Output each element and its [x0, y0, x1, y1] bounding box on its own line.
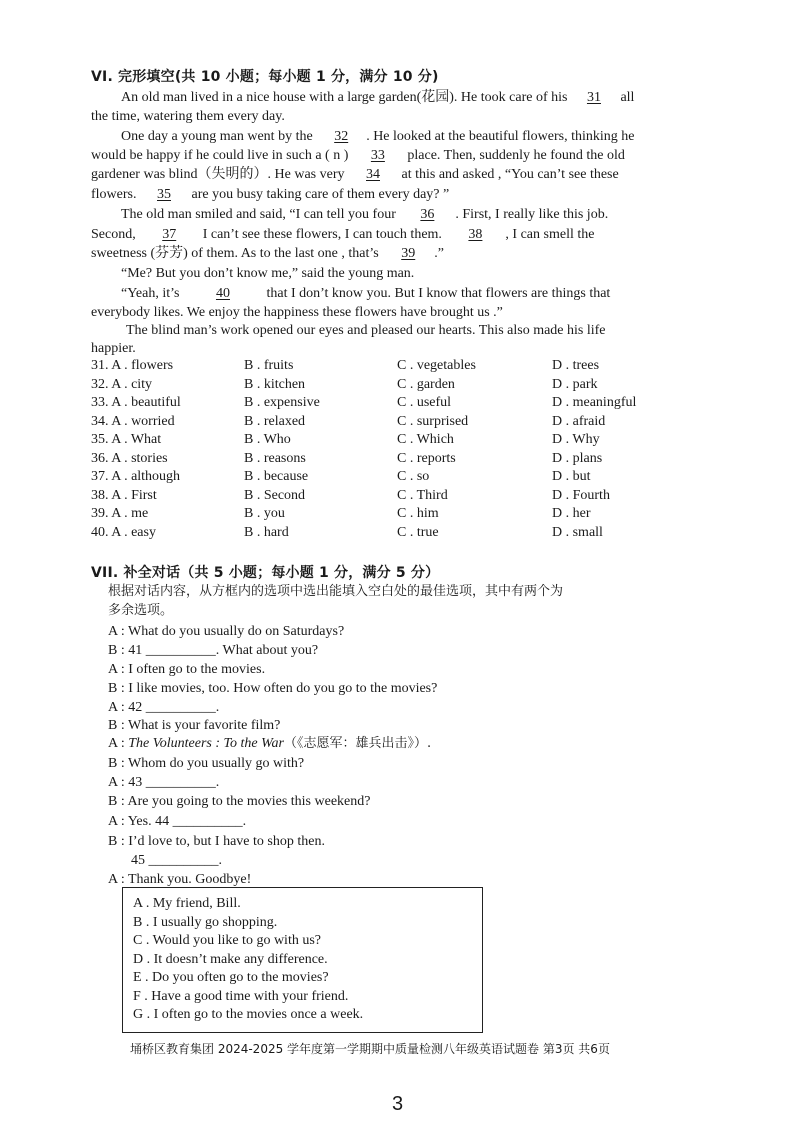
passage-text: that I don’t know you. But I know that flowers are things that: [262, 286, 611, 301]
passage-text: at this and asked , “You can’t see these: [398, 167, 619, 182]
option-36-c: C . reports: [397, 450, 456, 466]
option-31-d: D . trees: [552, 358, 600, 373]
option-38-c: C . Third: [397, 487, 448, 503]
passage-text: would be happy if he could live in such a ( n ): [91, 148, 352, 163]
blank-32: 32: [334, 129, 349, 144]
option-40-a: 40. A . easy: [91, 524, 156, 540]
passage-text: “Me? But you don’t know me,” said the young man.: [121, 266, 415, 281]
option-33-d: D . meaningful: [552, 395, 637, 410]
option-33-b: B . expensive: [244, 395, 320, 410]
film-title-cn: （《志愿军：雄兵出击》）.: [283, 736, 432, 751]
passage-line: [91, 186, 449, 204]
passage-text: . He looked at the beautiful flowers, thinking he: [366, 129, 635, 144]
dialogue-line: A : What do you usually do on Saturdays?: [108, 624, 345, 639]
option-37-c: C . so: [397, 469, 430, 484]
option-35-a: 35. A . What: [91, 432, 162, 447]
option-36-b: B . reasons: [244, 450, 306, 466]
passage-line: [121, 265, 414, 283]
passage-text: The old man smiled and said, “I can tell you four: [121, 207, 400, 222]
passage-text: I can’t see these flowers, I can touch them.: [199, 227, 446, 242]
option-32-c: C . garden: [397, 376, 455, 392]
blank-39: 39: [401, 246, 416, 261]
option-35-d: D . Why: [552, 432, 600, 447]
option-39-a: 39. A . me: [91, 506, 149, 521]
option-37-b: B . because: [244, 469, 309, 484]
blank-34: 34: [366, 167, 380, 182]
option-33-a: 33. A . beautiful: [91, 395, 181, 410]
film-prefix: A :: [108, 736, 129, 751]
blank-37: 37: [162, 227, 177, 242]
box-option-d: D . It doesn’t make any difference.: [133, 951, 328, 967]
option-34-c: C . surprised: [397, 413, 469, 429]
dialogue-line: A : 43 __________.: [108, 775, 220, 790]
option-35-c: C . Which: [397, 432, 454, 447]
instruction-line-1: 根据对话内容，从方框内的选项中选出能填入空白处的最佳选项，其中有两个为: [108, 584, 564, 599]
blank-38: 38: [468, 227, 483, 242]
passage-line: [121, 206, 608, 224]
page-footer: 埇桥区教育集团 2024-2025 学年度第一学期期中质量检测八年级英语试题卷 第3页 共6页: [130, 1042, 610, 1056]
passage-text: everybody likes. We enjoy the happiness these flowers have brought us .”: [91, 305, 503, 320]
passage-text: , I can smell the: [505, 227, 595, 242]
option-34-d: D . afraid: [552, 413, 606, 429]
passage-text: One day a young man went by the: [121, 129, 317, 144]
passage-text: the time, watering them every day.: [91, 109, 285, 124]
option-39-c: C . him: [397, 506, 439, 521]
option-38-a: 38. A . First: [91, 487, 157, 503]
option-33-c: C . useful: [397, 395, 452, 410]
passage-text: happier.: [91, 341, 136, 356]
dialogue-line: A : Thank you. Goodbye!: [108, 872, 252, 887]
passage-text: place. Then, suddenly he found the old: [403, 148, 625, 163]
dialogue-line: B : What is your favorite film?: [108, 718, 281, 733]
box-option-a: A . My friend, Bill.: [133, 896, 241, 911]
section-6-title: VI. 完形填空(共 10 小题；每小题 1 分，满分 10 分): [91, 69, 439, 85]
blank-31: 31: [586, 90, 601, 105]
dialogue-line: B : Are you going to the movies this weekend?: [108, 794, 371, 809]
options-box: [122, 887, 483, 1033]
passage-text: are you busy taking care of them every day? ”: [188, 187, 450, 202]
passage-text: “Yeah, it’s: [121, 286, 183, 301]
passage-line: [126, 322, 606, 340]
section-7-title: VII. 补全对话（共 5 小题；每小题 1 分，满分 5 分）: [91, 565, 440, 581]
option-39-b: B . you: [244, 506, 285, 521]
dialogue-line: A : 42 __________.: [108, 700, 220, 715]
passage-line: [91, 108, 285, 126]
film-title: The Volunteers : To the War: [128, 736, 284, 751]
option-34-a: 34. A . worried: [91, 413, 175, 429]
dialogue-line: B : I like movies, too. How often do you go to the movies?: [108, 681, 438, 696]
blank-35: 35: [157, 187, 171, 202]
option-40-b: B . hard: [244, 524, 289, 540]
passage-line: [121, 89, 634, 107]
passage-text: .”: [434, 246, 444, 261]
passage-line: [91, 147, 625, 165]
passage-text: . First, I really like this job.: [455, 207, 609, 222]
dialogue-line: B : I’d love to, but I have to shop then.: [108, 834, 325, 849]
passage-text: gardener was blind（失明的）. He was very: [91, 167, 348, 182]
passage-text: Second,: [91, 227, 140, 242]
passage-line: [91, 304, 503, 322]
blank-40: 40: [215, 286, 230, 301]
dialogue-line: A : Yes. 44 __________.: [108, 814, 247, 829]
dialogue-line: A : I often go to the movies.: [108, 662, 266, 677]
dialogue-line: 45 __________.: [131, 853, 222, 868]
option-35-b: B . Who: [244, 432, 291, 447]
option-37-a: 37. A . although: [91, 469, 181, 484]
passage-text: sweetness (芬芳) of them. As to the last one , that’s: [91, 246, 383, 261]
passage-line: [91, 166, 619, 184]
option-32-b: B . kitchen: [244, 376, 306, 392]
dialogue-line: B : Whom do you usually go with?: [108, 756, 305, 771]
option-38-b: B . Second: [244, 487, 306, 503]
option-40-c: C . true: [397, 524, 439, 540]
option-39-d: D . her: [552, 506, 591, 521]
passage-line: [91, 340, 136, 358]
option-38-d: D . Fourth: [552, 487, 610, 503]
option-36-a: 36. A . stories: [91, 450, 168, 466]
passage-line: [121, 285, 610, 303]
passage-line: [91, 245, 444, 263]
option-32-a: 32. A . city: [91, 376, 153, 392]
page-number: 3: [392, 1093, 404, 1115]
instruction-line-2: 多余选项。: [108, 603, 174, 618]
blank-33: 33: [370, 148, 385, 163]
dialogue-line: B : 41 __________. What about you?: [108, 643, 319, 658]
dialogue-line-film: [108, 735, 431, 753]
option-31-b: B . fruits: [244, 358, 294, 373]
option-37-d: D . but: [552, 469, 591, 484]
option-32-d: D . park: [552, 376, 598, 392]
box-option-e: E . Do you often go to the movies?: [133, 970, 329, 985]
box-option-c: C . Would you like to go with us?: [133, 933, 322, 948]
option-34-b: B . relaxed: [244, 413, 306, 429]
passage-text: An old man lived in a nice house with a large garden(花园). He took care of his: [121, 90, 571, 105]
blank-36: 36: [420, 207, 435, 222]
passage-line: [121, 128, 634, 146]
option-36-d: D . plans: [552, 450, 603, 466]
box-option-f: F . Have a good time with your friend.: [133, 988, 349, 1004]
option-40-d: D . small: [552, 524, 603, 540]
box-option-b: B . I usually go shopping.: [133, 914, 278, 930]
passage-text: all: [616, 90, 635, 105]
passage-text: The blind man’s work opened our eyes and pleased our hearts. This also made his life: [126, 323, 606, 338]
box-option-g: G . I often go to the movies once a week.: [133, 1007, 364, 1022]
passage-line: [91, 226, 594, 244]
option-31-c: C . vegetables: [397, 358, 476, 373]
passage-text: flowers.: [91, 187, 140, 202]
option-31-a: 31. A . flowers: [91, 358, 174, 373]
